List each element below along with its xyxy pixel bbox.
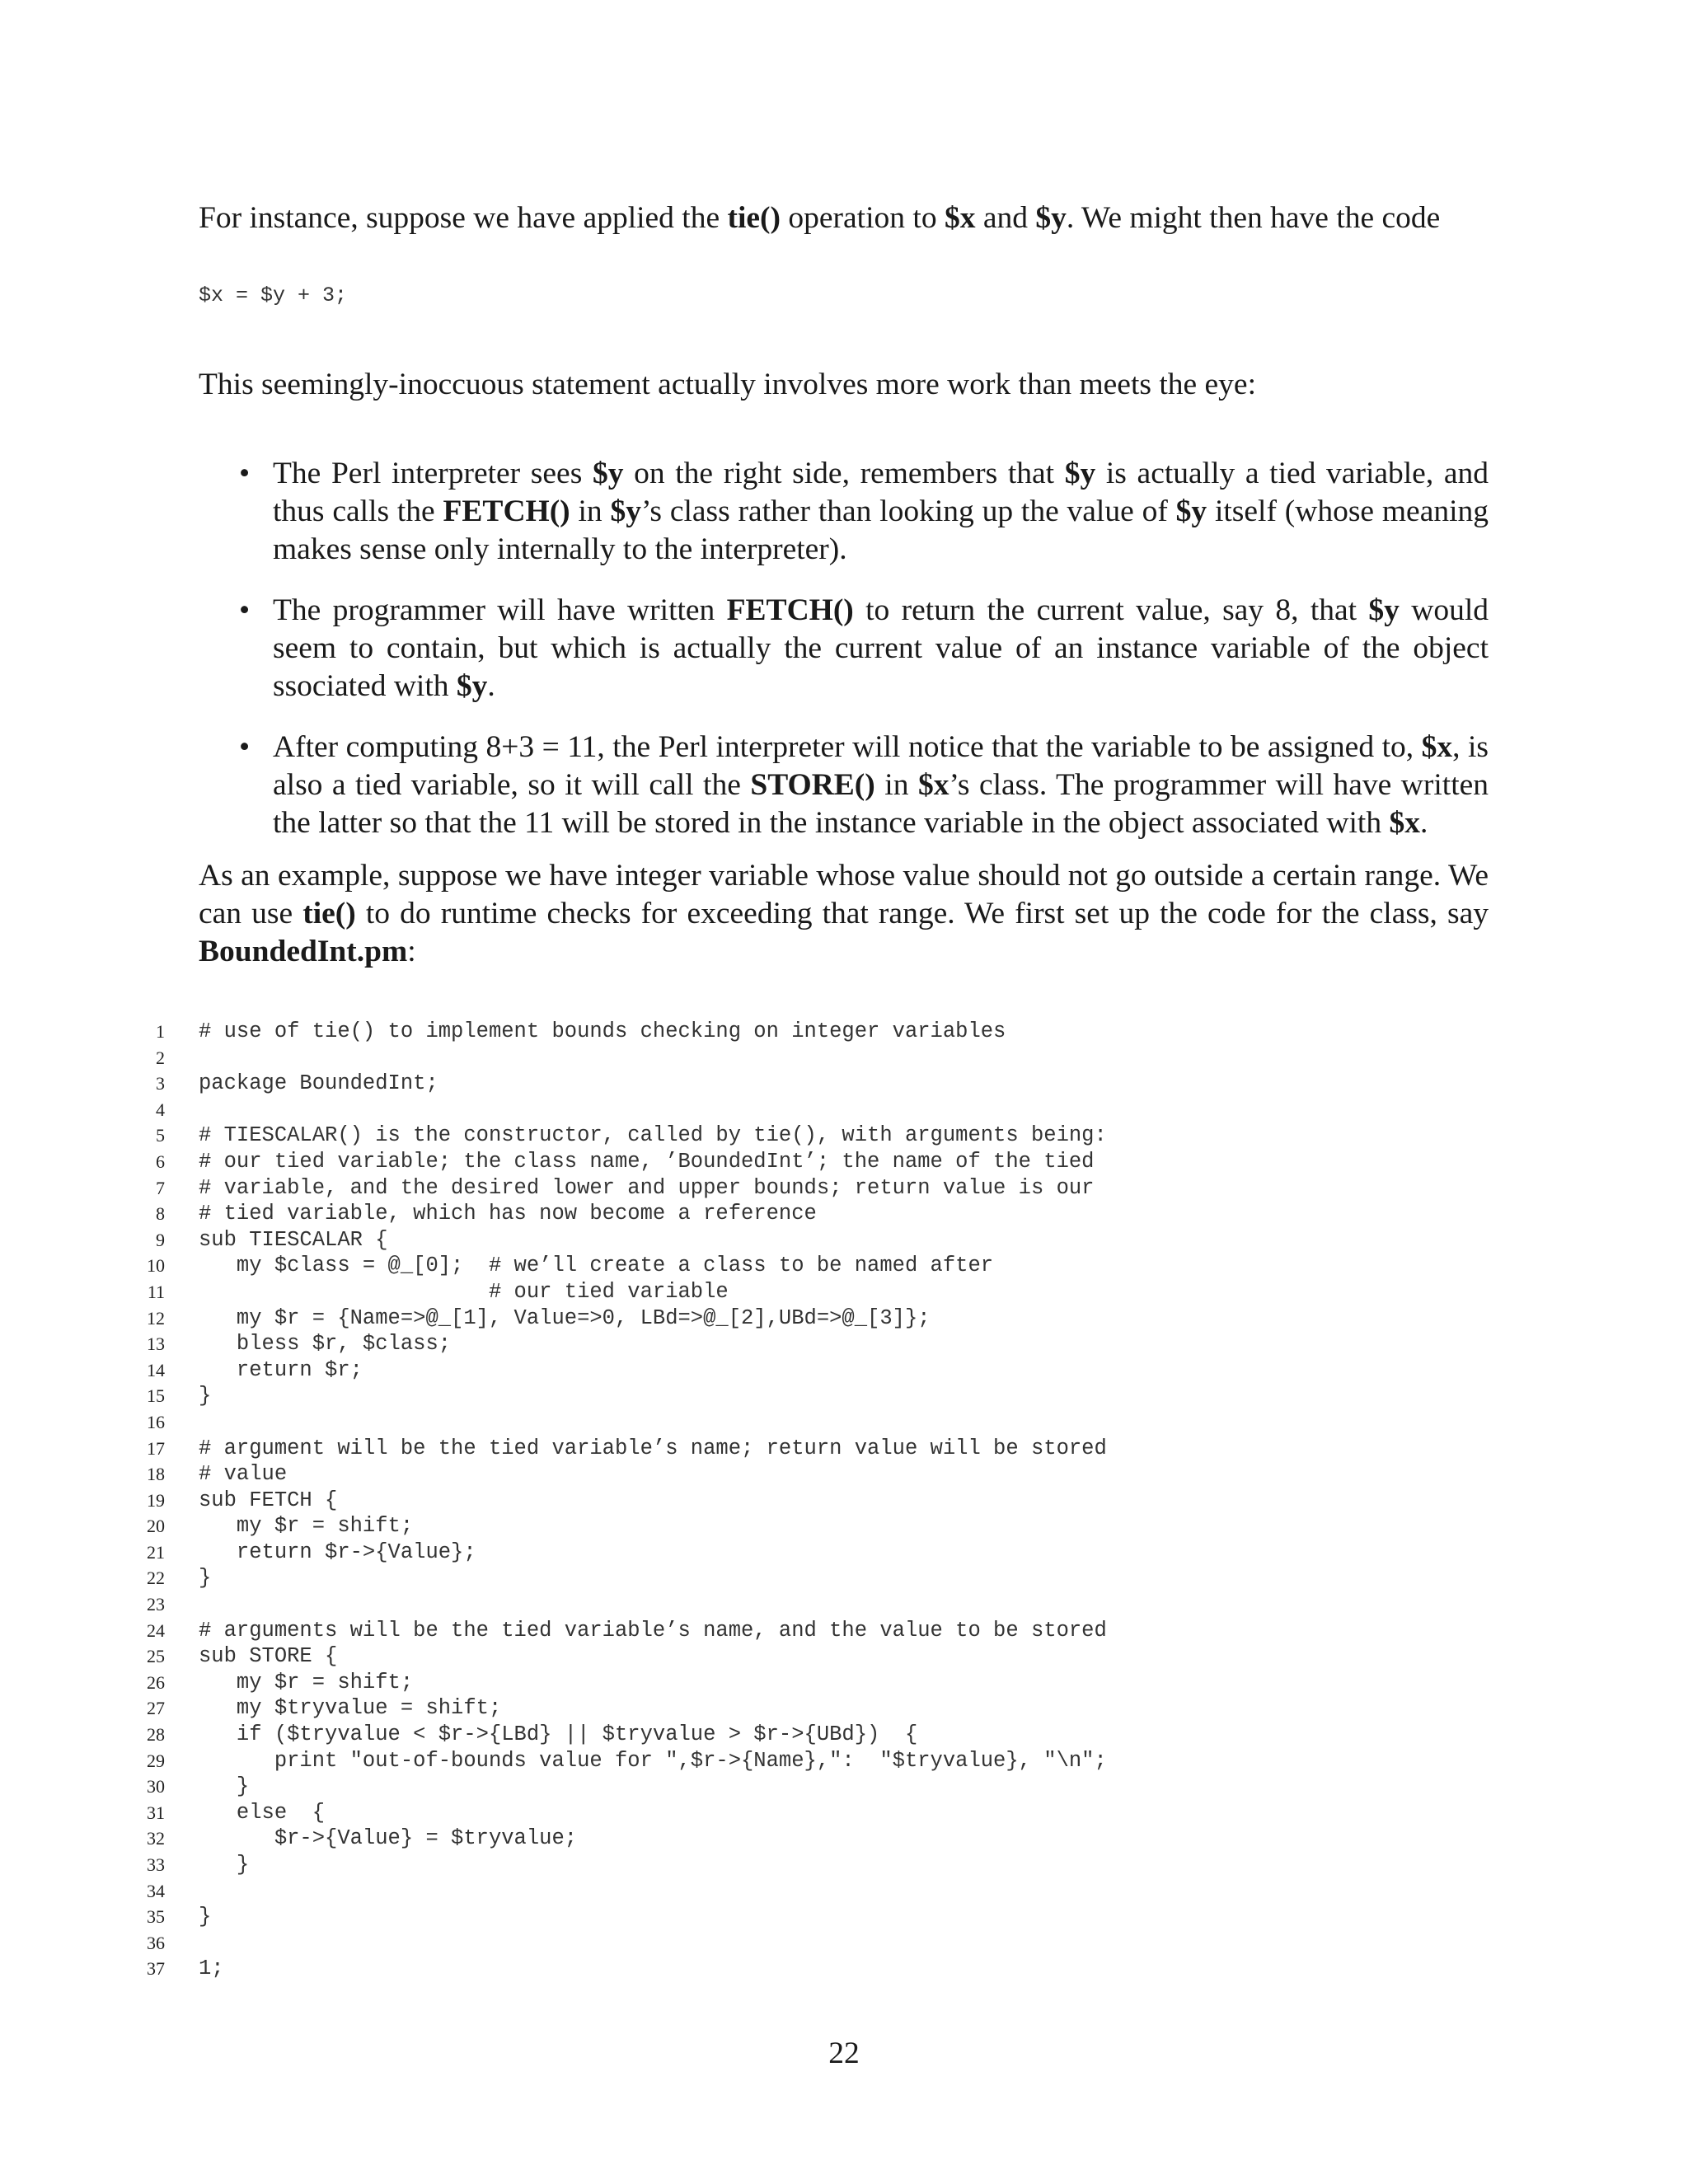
code-line: [140, 1488, 1294, 1514]
code-text: 1;: [199, 1957, 224, 1981]
example-tie-keyword: tie(): [302, 897, 356, 930]
code-text: # our tied variable: [199, 1279, 729, 1304]
bullet-dot-icon: •: [239, 457, 251, 490]
code-line: [140, 1149, 1294, 1175]
code-line: [140, 1591, 1294, 1618]
code-line: [140, 1618, 1294, 1644]
code-line: [140, 1071, 1294, 1097]
code-text: package BoundedInt;: [199, 1071, 438, 1096]
code-text: # our tied variable; the class name, ’BoundedInt’; the name of the tied: [199, 1149, 1095, 1174]
line-number: 33: [147, 1854, 165, 1875]
code-line: [140, 1540, 1294, 1566]
line-number: 21: [147, 1541, 165, 1563]
line-number: 11: [147, 1281, 165, 1302]
code-listing: [140, 1019, 1294, 1982]
code-text: # use of tie() to implement bounds checking on integer variables: [199, 1019, 1006, 1043]
example-paragraph: As an example, suppose we have integer variable whose value should not go outside a certain range. We can use tie() to do runtime checks for exceeding that range. We first set up the code for the class, say BoundedInt.pm:: [199, 859, 1489, 968]
line-number: 32: [147, 1828, 165, 1849]
code-line: [140, 1513, 1294, 1540]
code-line: [140, 1253, 1294, 1279]
code-line: [140, 1436, 1294, 1462]
intro-text: For instance, suppose we have applied the: [199, 201, 728, 235]
code-text: }: [199, 1774, 250, 1799]
code-text: $r->{Value} = $tryvalue;: [199, 1826, 578, 1851]
line-number: 22: [147, 1568, 165, 1589]
line-number: 15: [147, 1385, 165, 1407]
line-number: 12: [147, 1307, 165, 1329]
line-number: 37: [147, 1958, 165, 1980]
inline-code-example: $x = $y + 3;: [199, 284, 348, 307]
code-text: # arguments will be the tied variable’s name, and the value to be stored: [199, 1618, 1107, 1643]
code-text: # argument will be the tied variable’s name; return value will be stored: [199, 1436, 1107, 1460]
code-text: }: [199, 1853, 250, 1877]
code-line: [140, 1565, 1294, 1591]
code-line: [140, 1331, 1294, 1357]
code-line: [140, 1227, 1294, 1254]
line-number: 13: [147, 1333, 165, 1355]
code-line: [140, 1383, 1294, 1409]
line-number: 1: [156, 1021, 165, 1042]
line-number: 17: [147, 1437, 165, 1459]
code-text: else {: [199, 1800, 326, 1825]
line-number: 10: [147, 1255, 165, 1277]
code-line: [140, 1305, 1294, 1332]
intro-text: . We might then have the code: [1066, 201, 1441, 235]
code-text: }: [199, 1384, 212, 1408]
code-text: if ($tryvalue < $r->{LBd} || $tryvalue > $r->{UBd}) {: [199, 1722, 918, 1747]
code-text: # value: [199, 1462, 288, 1487]
code-line: [140, 1279, 1294, 1305]
explanation-bullet-list: [239, 455, 1489, 865]
line-number: 16: [147, 1411, 165, 1432]
line-number: 14: [147, 1359, 165, 1380]
line-number: 6: [156, 1151, 165, 1172]
intro-y-keyword: $y: [1035, 201, 1067, 235]
statement-paragraph: This seemingly-inoccuous statement actually involves more work than meets the eye:: [199, 368, 1256, 401]
line-number: 9: [156, 1229, 165, 1250]
code-text: my $r = {Name=>@_[1], Value=>0, LBd=>@_[2],UBd=>@_[3]};: [199, 1305, 931, 1330]
code-line: [140, 1774, 1294, 1800]
page-number: 22: [828, 2036, 860, 2070]
line-number: 18: [147, 1464, 165, 1485]
code-line: [140, 1904, 1294, 1930]
code-line: [140, 1748, 1294, 1774]
code-text: sub TIESCALAR {: [199, 1227, 388, 1252]
line-number: 28: [147, 1724, 165, 1746]
code-text: my $r = shift;: [199, 1514, 414, 1539]
code-line: [140, 1019, 1294, 1045]
code-text: # tied variable, which has now become a reference: [199, 1202, 817, 1226]
bullet-item: • The Perl interpreter sees $y on the right side, remembers that $y is actually a tied variable, and thus calls the FETCH() in $y’s class rather than looking up the value of $y itself (whose meaning makes sense only internally to the interpreter).: [239, 457, 1489, 566]
line-number: 29: [147, 1750, 165, 1771]
line-number: 35: [147, 1906, 165, 1928]
code-text: # TIESCALAR() is the constructor, called by tie(), with arguments being:: [199, 1123, 1107, 1148]
line-number: 26: [147, 1671, 165, 1693]
line-number: 24: [147, 1619, 165, 1641]
code-line: [140, 1825, 1294, 1852]
line-number: 27: [147, 1698, 165, 1719]
code-text: return $r->{Value};: [199, 1540, 476, 1564]
code-line: [140, 1409, 1294, 1436]
line-number: 5: [156, 1125, 165, 1146]
code-text: print "out-of-bounds value for ",$r->{Name},": "$tryvalue}, "\n";: [199, 1748, 1107, 1773]
code-line: [140, 1670, 1294, 1696]
code-line: [140, 1122, 1294, 1149]
code-line: [140, 1930, 1294, 1957]
line-number: 34: [147, 1880, 165, 1901]
code-line: [140, 1878, 1294, 1905]
code-text: sub FETCH {: [199, 1488, 338, 1512]
bullet-item: • The programmer will have written FETCH() to return the current value, say 8, that $y would seem to contain, but which is actually the current value of an instance variable of the object ssociated with $y.: [239, 593, 1489, 703]
line-number: 23: [147, 1594, 165, 1615]
code-text: }: [199, 1905, 212, 1929]
code-line: [140, 1175, 1294, 1202]
intro-tie-keyword: tie(): [727, 201, 781, 235]
code-text: # variable, and the desired lower and upper bounds; return value is our: [199, 1175, 1095, 1200]
code-text: my $r = shift;: [199, 1670, 414, 1694]
line-number: 2: [156, 1047, 165, 1068]
line-number: 30: [147, 1776, 165, 1797]
intro-text: and: [975, 201, 1036, 235]
line-number: 31: [147, 1802, 165, 1823]
code-line: [140, 1357, 1294, 1384]
code-line: [140, 1097, 1294, 1123]
code-line: [140, 1852, 1294, 1878]
bullet-dot-icon: •: [239, 730, 251, 764]
line-number: 20: [147, 1516, 165, 1537]
code-line: [140, 1045, 1294, 1071]
code-line: [140, 1800, 1294, 1826]
example-filename: BoundedInt.pm: [199, 935, 408, 968]
code-line: [140, 1461, 1294, 1488]
code-line: [140, 1643, 1294, 1670]
line-number: 3: [156, 1073, 165, 1094]
code-text: bless $r, $class;: [199, 1332, 452, 1357]
line-number: 36: [147, 1932, 165, 1953]
code-line: [140, 1722, 1294, 1748]
code-text: my $class = @_[0]; # we’ll create a class to be named after: [199, 1254, 994, 1278]
line-number: 25: [147, 1646, 165, 1667]
code-text: sub STORE {: [199, 1644, 338, 1669]
intro-text: operation to: [781, 201, 945, 235]
code-line: [140, 1695, 1294, 1722]
bullet-dot-icon: •: [239, 593, 251, 627]
line-number: 8: [156, 1203, 165, 1225]
code-text: }: [199, 1566, 212, 1591]
intro-x-keyword: $x: [944, 201, 976, 235]
code-text: return $r;: [199, 1357, 363, 1382]
line-number: 19: [147, 1489, 165, 1511]
intro-paragraph: [199, 199, 1489, 237]
code-line: [140, 1201, 1294, 1227]
bullet-item: • After computing 8+3 = 11, the Perl interpreter will notice that the variable to be assigned to, $x, is also a tied variable, so it will call the STORE() in $x’s class. The programmer will have written the latter so that the 11 will be stored in the instance variable in the object associated with $x.: [239, 730, 1489, 840]
code-text: my $tryvalue = shift;: [199, 1696, 502, 1721]
code-line: [140, 1956, 1294, 1982]
line-number: 7: [156, 1177, 165, 1198]
line-number: 4: [156, 1099, 165, 1120]
